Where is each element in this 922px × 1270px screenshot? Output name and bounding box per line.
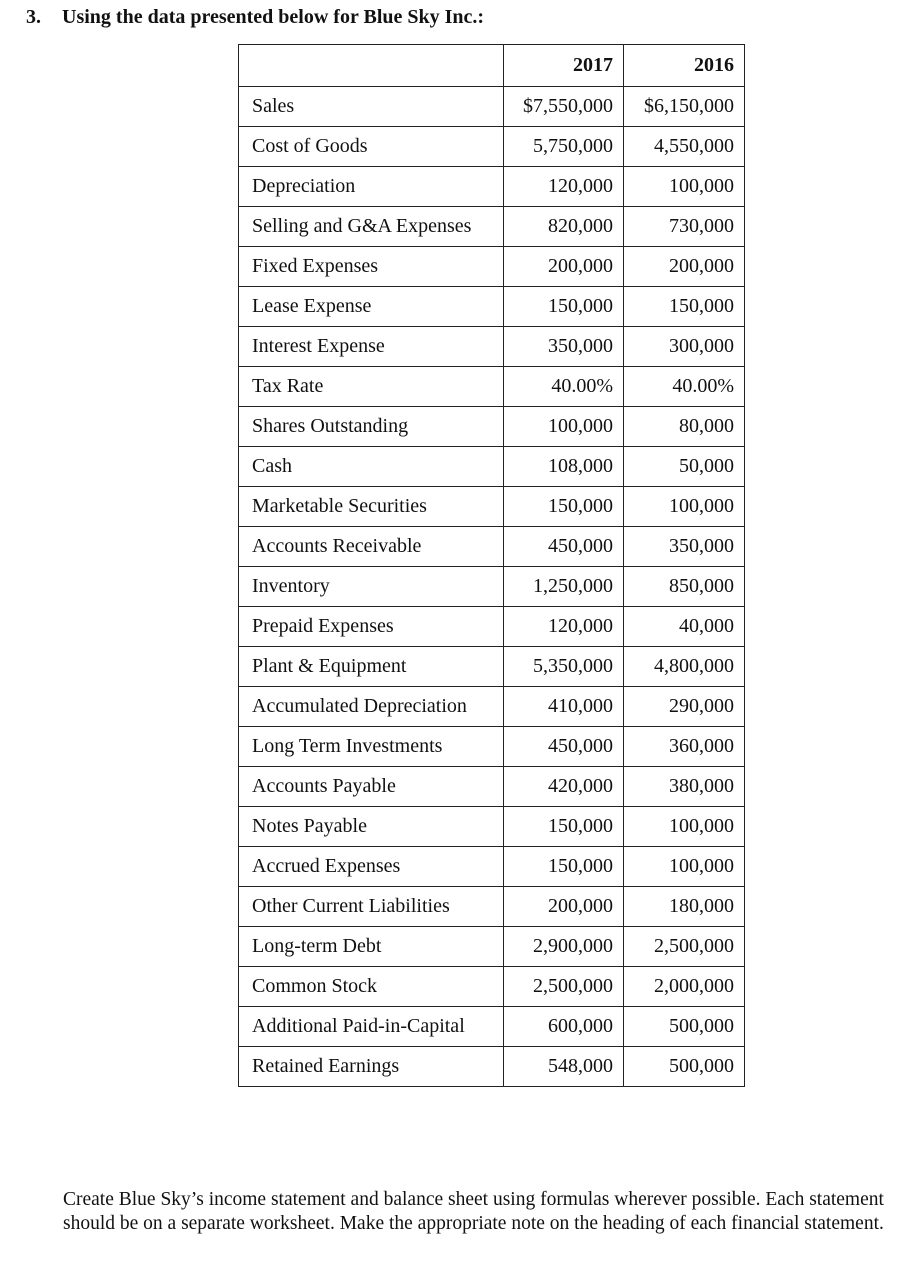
value-2017: 5,750,000	[504, 127, 624, 167]
row-label: Accounts Receivable	[239, 527, 504, 567]
value-2016: 80,000	[624, 407, 745, 447]
header-year-2017: 2017	[504, 45, 624, 87]
table-row	[239, 647, 745, 687]
value-2016: 850,000	[624, 567, 745, 607]
row-label: Sales	[239, 87, 504, 127]
table-row	[239, 327, 745, 367]
row-label: Prepaid Expenses	[239, 607, 504, 647]
value-2017: 200,000	[504, 887, 624, 927]
value-2016: 380,000	[624, 767, 745, 807]
row-label: Plant & Equipment	[239, 647, 504, 687]
table-row	[239, 87, 745, 127]
value-2017: 40.00%	[504, 367, 624, 407]
row-label: Selling and G&A Expenses	[239, 207, 504, 247]
value-2017: 120,000	[504, 167, 624, 207]
value-2017: 150,000	[504, 847, 624, 887]
table-row	[239, 967, 745, 1007]
value-2016: 50,000	[624, 447, 745, 487]
question-number: 3.	[26, 6, 41, 28]
row-label: Lease Expense	[239, 287, 504, 327]
value-2017: 820,000	[504, 207, 624, 247]
table-row	[239, 1047, 745, 1087]
header-label-cell	[239, 45, 504, 87]
value-2017: 450,000	[504, 727, 624, 767]
row-label: Additional Paid-in-Capital	[239, 1007, 504, 1047]
row-label: Shares Outstanding	[239, 407, 504, 447]
table-row	[239, 607, 745, 647]
value-2016: 150,000	[624, 287, 745, 327]
table-row	[239, 247, 745, 287]
value-2017: 5,350,000	[504, 647, 624, 687]
value-2017: 420,000	[504, 767, 624, 807]
value-2016: 180,000	[624, 887, 745, 927]
table-row	[239, 727, 745, 767]
row-label: Long-term Debt	[239, 927, 504, 967]
row-label: Depreciation	[239, 167, 504, 207]
table-row	[239, 687, 745, 727]
value-2016: 4,800,000	[624, 647, 745, 687]
value-2016: 40,000	[624, 607, 745, 647]
value-2016: 360,000	[624, 727, 745, 767]
value-2016: 350,000	[624, 527, 745, 567]
table-row	[239, 167, 745, 207]
value-2017: 100,000	[504, 407, 624, 447]
value-2016: 2,500,000	[624, 927, 745, 967]
value-2017: 150,000	[504, 287, 624, 327]
table-body	[239, 87, 745, 1087]
row-label: Cost of Goods	[239, 127, 504, 167]
value-2016: 100,000	[624, 847, 745, 887]
value-2016: 40.00%	[624, 367, 745, 407]
table-row	[239, 207, 745, 247]
instructions-text: Create Blue Sky’s income statement and balance sheet using formulas wherever possible. Each statement should be on a separate worksheet. Make the appropriate note on the heading of each financial statement.	[63, 1189, 884, 1234]
table-row	[239, 887, 745, 927]
table-row	[239, 287, 745, 327]
value-2016: 290,000	[624, 687, 745, 727]
question-title: Using the data presented below for Blue Sky Inc.:	[62, 6, 485, 28]
value-2017: 120,000	[504, 607, 624, 647]
table-row	[239, 127, 745, 167]
value-2017: $7,550,000	[504, 87, 624, 127]
table-row	[239, 847, 745, 887]
row-label: Fixed Expenses	[239, 247, 504, 287]
value-2017: 1,250,000	[504, 567, 624, 607]
table-row	[239, 807, 745, 847]
value-2016: 100,000	[624, 487, 745, 527]
row-label: Accumulated Depreciation	[239, 687, 504, 727]
row-label: Accrued Expenses	[239, 847, 504, 887]
value-2017: 548,000	[504, 1047, 624, 1087]
value-2017: 200,000	[504, 247, 624, 287]
value-2016: 200,000	[624, 247, 745, 287]
table-row	[239, 367, 745, 407]
financial-data-table	[238, 44, 745, 1087]
table-row	[239, 487, 745, 527]
value-2017: 2,900,000	[504, 927, 624, 967]
value-2017: 150,000	[504, 487, 624, 527]
table-row	[239, 767, 745, 807]
row-label: Cash	[239, 447, 504, 487]
row-label: Inventory	[239, 567, 504, 607]
value-2017: 2,500,000	[504, 967, 624, 1007]
header-year-2016: 2016	[624, 45, 745, 87]
table-row	[239, 447, 745, 487]
value-2017: 150,000	[504, 807, 624, 847]
table-row	[239, 527, 745, 567]
value-2016: $6,150,000	[624, 87, 745, 127]
table-row	[239, 407, 745, 447]
row-label: Notes Payable	[239, 807, 504, 847]
value-2017: 450,000	[504, 527, 624, 567]
value-2016: 300,000	[624, 327, 745, 367]
row-label: Retained Earnings	[239, 1047, 504, 1087]
value-2016: 4,550,000	[624, 127, 745, 167]
value-2016: 730,000	[624, 207, 745, 247]
row-label: Interest Expense	[239, 327, 504, 367]
value-2016: 500,000	[624, 1007, 745, 1047]
value-2017: 350,000	[504, 327, 624, 367]
table-header-row	[239, 45, 745, 87]
value-2017: 410,000	[504, 687, 624, 727]
table-row	[239, 1007, 745, 1047]
value-2016: 2,000,000	[624, 967, 745, 1007]
value-2016: 500,000	[624, 1047, 745, 1087]
row-label: Marketable Securities	[239, 487, 504, 527]
question-heading	[26, 6, 484, 29]
value-2017: 108,000	[504, 447, 624, 487]
row-label: Long Term Investments	[239, 727, 504, 767]
row-label: Tax Rate	[239, 367, 504, 407]
value-2016: 100,000	[624, 167, 745, 207]
row-label: Other Current Liabilities	[239, 887, 504, 927]
row-label: Common Stock	[239, 967, 504, 1007]
row-label: Accounts Payable	[239, 767, 504, 807]
table-row	[239, 927, 745, 967]
value-2017: 600,000	[504, 1007, 624, 1047]
value-2016: 100,000	[624, 807, 745, 847]
table-row	[239, 567, 745, 607]
